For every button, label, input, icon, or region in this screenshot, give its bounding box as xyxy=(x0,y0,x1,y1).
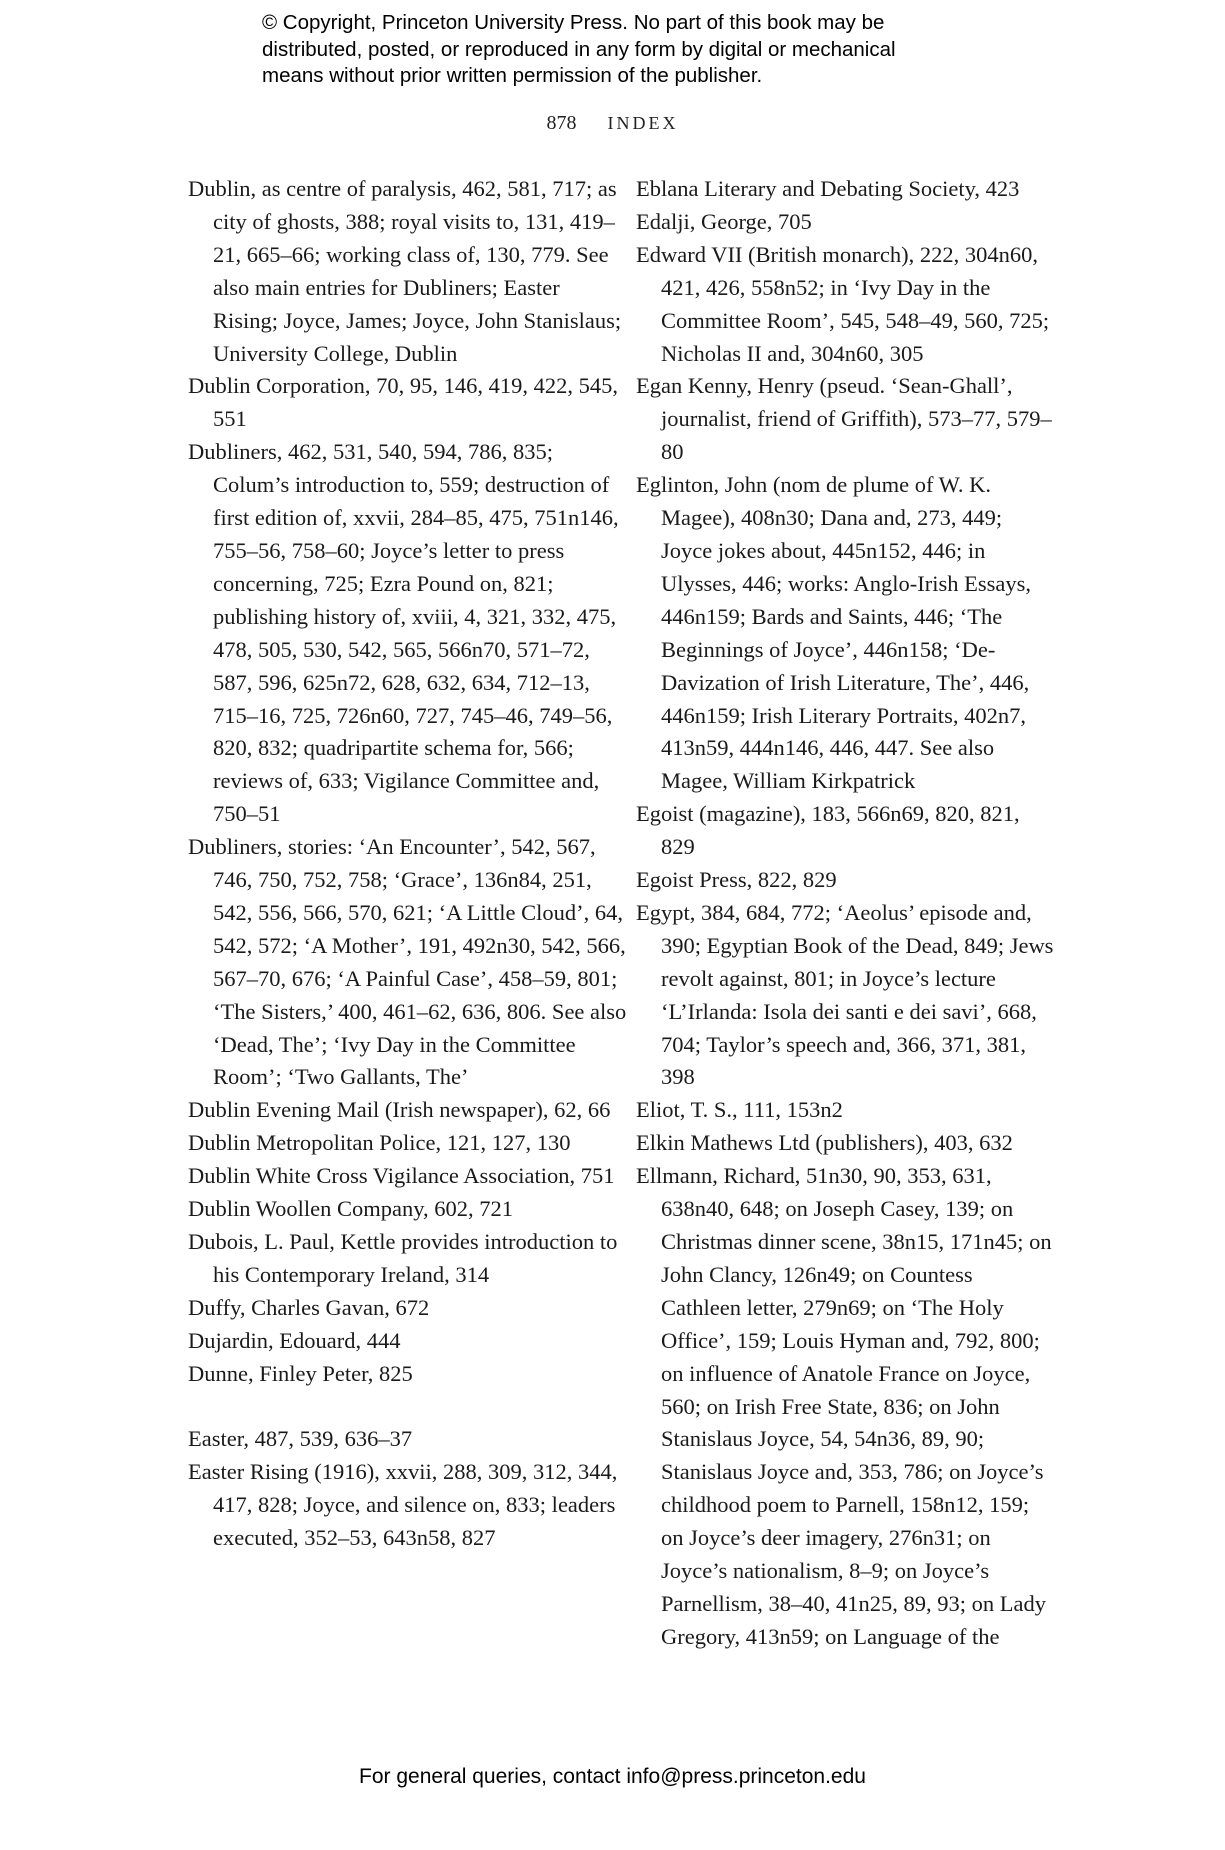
index-entry: Dublin, as centre of paralysis, 462, 581, 717; as city of ghosts, 388; royal visits to, 131, 419–21, 665–66; working class of, 130, 779. See also main entries for Dubliners; Easter Rising; Joyce, James; Joyce, John Stanislaus; University College, Dublin xyxy=(188,176,622,366)
letter-section-gap xyxy=(188,1391,628,1424)
index-column-left xyxy=(188,173,628,1555)
index-entry: Dujardin, Edouard, 444 xyxy=(188,1327,401,1353)
index-entry: Dublin White Cross Vigilance Association, 751 xyxy=(188,1163,615,1189)
index-entry: Dublin Woollen Company, 602, 721 xyxy=(188,1196,514,1222)
index-entry: Egypt, 384, 684, 772; ‘Aeolus’ episode and, 390; Egyptian Book of the Dead, 849; Jews revolt against, 801; in Joyce’s lecture ‘L’Irlanda: Isola dei santi e dei savi’, 668, 704; Taylor’s speech and, 366, 371, 381, 398 xyxy=(636,899,1054,1090)
index-entry: Eglinton, John (nom de plume of W. K. Magee), 408n30; Dana and, 273, 449; Joyce jokes about, 445n152, 446; in Ulysses, 446; works: Anglo-Irish Essays, 446n159; Bards and Saints, 446; ‘The Beginnings of Joyce’, 446n158; ‘De-Davization of Irish Literature, The’, 446, 446n159; Irish Literary Portraits, 402n7, 413n59, 444n146, 446, 447. See also Magee, William Kirkpatrick xyxy=(636,472,1031,794)
index-entry: Edalji, George, 705 xyxy=(636,208,812,234)
index-entry: Dubliners, stories: ‘An Encounter’, 542, 567, 746, 750, 752, 758; ‘Grace’, 136n84, 251, 542, 556, 566, 570, 621; ‘A Little Cloud’, 64, 542, 572; ‘A Mother’, 191, 492n30, 542, 566, 567–70, 676; ‘A Painful Case’, 458–59, 801; ‘The Sisters,’ 400, 461–62, 636, 806. See also ‘Dead, The’; ‘Ivy Day in the Committee Room’; ‘Two Gallants, The’ xyxy=(188,834,627,1090)
index-column-right xyxy=(636,173,1056,1654)
index-entry: Easter, 487, 539, 636–37 xyxy=(188,1426,413,1452)
copyright-line: © Copyright, Princeton University Press. No part of this book may be xyxy=(262,11,885,34)
index-entry: Dublin Corporation, 70, 95, 146, 419, 422, 545, 551 xyxy=(188,373,618,432)
copyright-line: distributed, posted, or reproduced in any form by digital or mechanical xyxy=(262,37,896,61)
page-number: 878 xyxy=(546,112,577,134)
index-entry: Edward VII (British monarch), 222, 304n60, 421, 426, 558n52; in ‘Ivy Day in the Committee Room’, 545, 548–49, 560, 725; Nicholas II and, 304n60, 305 xyxy=(636,241,1050,366)
index-entry: Dunne, Finley Peter, 825 xyxy=(188,1360,413,1386)
index-entry: Egoist (magazine), 183, 566n69, 820, 821, 829 xyxy=(636,801,1020,860)
index-entry: Dubliners, 462, 531, 540, 594, 786, 835; Colum’s introduction to, 559; destruction of first edition of, xxvii, 284–85, 475, 751n146, 755–56, 758–60; Joyce’s letter to press concerning, 725; Ezra Pound on, 821; publishing history of, xviii, 4, 321, 332, 475, 478, 505, 530, 542, 565, 566n70, 571–72, 587, 596, 625n72, 628, 632, 634, 712–13, 715–16, 725, 726n60, 727, 745–46, 749–56, 820, 832; quadripartite schema for, 566; reviews of, 633; Vigilance Committee and, 750–51 xyxy=(188,439,619,827)
index-entry: Dublin Metropolitan Police, 121, 127, 130 xyxy=(188,1130,571,1156)
page-title: INDEX xyxy=(607,113,679,133)
index-entry: Easter Rising (1916), xxvii, 288, 309, 312, 344, 417, 828; Joyce, and silence on, 833; leaders executed, 352–53, 643n58, 827 xyxy=(188,1459,618,1551)
index-entry: Eblana Literary and Debating Society, 423 xyxy=(636,176,1020,201)
index-entry: Elkin Mathews Ltd (publishers), 403, 632 xyxy=(636,1130,1013,1156)
index-entry: Eliot, T. S., 111, 153n2 xyxy=(636,1097,843,1123)
copyright-line: means without prior written permission of the publisher. xyxy=(262,64,763,87)
running-header xyxy=(0,112,1225,135)
index-entry: Dublin Evening Mail (Irish newspaper), 62, 66 xyxy=(188,1097,611,1123)
index-entry: Egan Kenny, Henry (pseud. ‘Sean-Ghall’, journalist, friend of Griffith), 573–77, 579–80 xyxy=(636,373,1052,465)
index-entry: Ellmann, Richard, 51n30, 90, 353, 631, 638n40, 648; on Joseph Casey, 139; on Christmas dinner scene, 38n15, 171n45; on John Clancy, 126n49; on Countess Cathleen letter, 279n69; on ‘The Holy Office’, 159; Louis Hyman and, 792, 800; on influence of Anatole France on Joyce, 560; on Irish Free State, 836; on John Stanislaus Joyce, 54, 54n36, 89, 90; Stanislaus Joyce and, 353, 786; on Joyce’s childhood poem to Parnell, 158n12, 159; on Joyce’s deer imagery, 276n31; on Joyce’s nationalism, 8–9; on Joyce’s Parnellism, 38–40, 41n25, 89, 93; on Lady Gregory, 413n59; on Language of the xyxy=(636,1163,1052,1649)
copyright-notice xyxy=(262,10,982,90)
contact-footer: For general queries, contact info@press.princeton.edu xyxy=(359,1765,866,1788)
index-entry: Egoist Press, 822, 829 xyxy=(636,867,837,893)
index-entry: Dubois, L. Paul, Kettle provides introduction to his Contemporary Ireland, 314 xyxy=(188,1229,618,1287)
index-entry: Duffy, Charles Gavan, 672 xyxy=(188,1294,430,1320)
